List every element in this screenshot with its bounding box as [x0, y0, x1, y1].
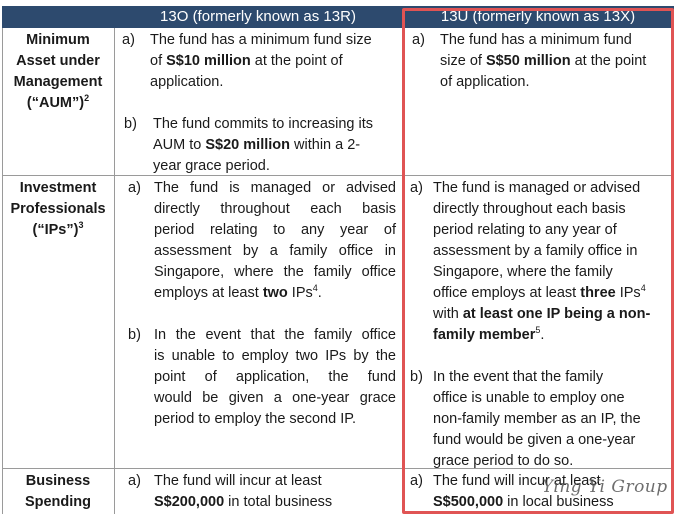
row-label-line: Management	[13, 74, 103, 90]
header-13u-text: 13U (formerly known as 13X)	[440, 8, 636, 25]
ips-13o-item-b	[128, 325, 396, 430]
text-line: with at least one IP being a non-	[433, 306, 651, 322]
row-label-line: Business	[25, 473, 91, 489]
row-label-line: Minimum	[26, 32, 90, 48]
text-line: The fund is managed or advised	[154, 180, 396, 196]
row-label-ips	[2, 178, 114, 241]
watermark: Ying Yi Group	[542, 477, 668, 497]
text-line: office employs at least three IPs$^4$	[433, 283, 646, 301]
text-line: family member$^5$.	[433, 325, 545, 343]
row-label-line: Asset under	[16, 53, 100, 69]
text-line: The fund will incur at least	[433, 473, 601, 489]
row-label-line: (“AUM”)$^2$	[26, 93, 90, 111]
text-line: The fund has a minimum fund size	[150, 32, 372, 48]
text-line: The fund is managed or advised	[433, 180, 641, 196]
text-line: The fund commits to increasing its	[153, 116, 374, 132]
text-line: period relating to any year of	[433, 222, 617, 238]
text-line: point of application, the fund	[154, 369, 396, 385]
text-line: size of S$50 million at the point	[440, 53, 647, 69]
aum-13o-item-b	[124, 114, 396, 177]
text-line: grace period to do so.	[433, 453, 574, 469]
header-13o-text: 13O (formerly known as 13R)	[160, 8, 356, 25]
text-line: directly throughout each basis	[154, 201, 396, 217]
text-line: period relating to any year of	[154, 222, 396, 238]
text-line: S$500,000 in local business	[433, 494, 614, 510]
text-line: employs at least two IPs$^4$.	[154, 283, 322, 301]
ips-13o-item-a	[128, 178, 396, 304]
list-marker: a)	[122, 32, 135, 48]
list-marker: b)	[124, 116, 137, 132]
row-label-aum	[2, 30, 114, 114]
text-line: In the event that the family	[433, 369, 604, 385]
row-label-line: (“IPs”)$^3$	[32, 220, 84, 238]
list-marker: a)	[410, 180, 423, 196]
text-line: In the event that the family office	[154, 327, 396, 343]
row-label-line: Spending	[24, 494, 92, 510]
text-line: of S$10 million at the point of	[150, 53, 343, 69]
text-line: S$200,000 in total business	[154, 494, 333, 510]
text-line: assessment by a family office in	[154, 243, 396, 259]
text-line: Singapore, where the family	[433, 264, 613, 280]
list-marker: b)	[410, 369, 423, 385]
text-line: non-family member as an IP, the	[433, 411, 641, 427]
list-marker: b)	[128, 327, 141, 343]
text-line: is unable to employ two IPs by the	[154, 348, 396, 364]
list-marker: a)	[412, 32, 425, 48]
text-line: The fund will incur at least	[154, 473, 322, 489]
text-line: application.	[150, 74, 224, 90]
row-label-line: Investment	[19, 180, 97, 196]
row-label-business-spending	[2, 471, 114, 513]
text-line: would be given a one-year grace	[154, 390, 396, 406]
text-line: of application.	[440, 74, 530, 90]
highlight-box-13u	[402, 8, 674, 514]
list-marker: a)	[128, 180, 141, 196]
row-label-line: Professionals	[10, 201, 106, 217]
bs-13o-item-a	[128, 471, 396, 513]
text-line: The fund has a minimum fund	[440, 32, 632, 48]
header-bar-row-label	[2, 6, 114, 28]
list-marker: a)	[128, 473, 141, 489]
text-line: directly throughout each basis	[433, 201, 626, 217]
text-line: office is unable to employ one	[433, 390, 625, 406]
text-line: AUM to S$20 million within a 2-	[153, 137, 361, 153]
text-line: Singapore, where the family office	[154, 264, 396, 280]
text-line: assessment by a family office in	[433, 243, 638, 259]
text-line: period to employ the second IP.	[154, 411, 357, 427]
text-line: year grace period.	[153, 158, 270, 174]
list-marker: a)	[410, 473, 423, 489]
aum-13o-item-a	[122, 30, 396, 93]
text-line: fund would be given a one-year	[433, 432, 636, 448]
col-divider-1	[114, 28, 115, 514]
header-13o	[114, 6, 402, 28]
